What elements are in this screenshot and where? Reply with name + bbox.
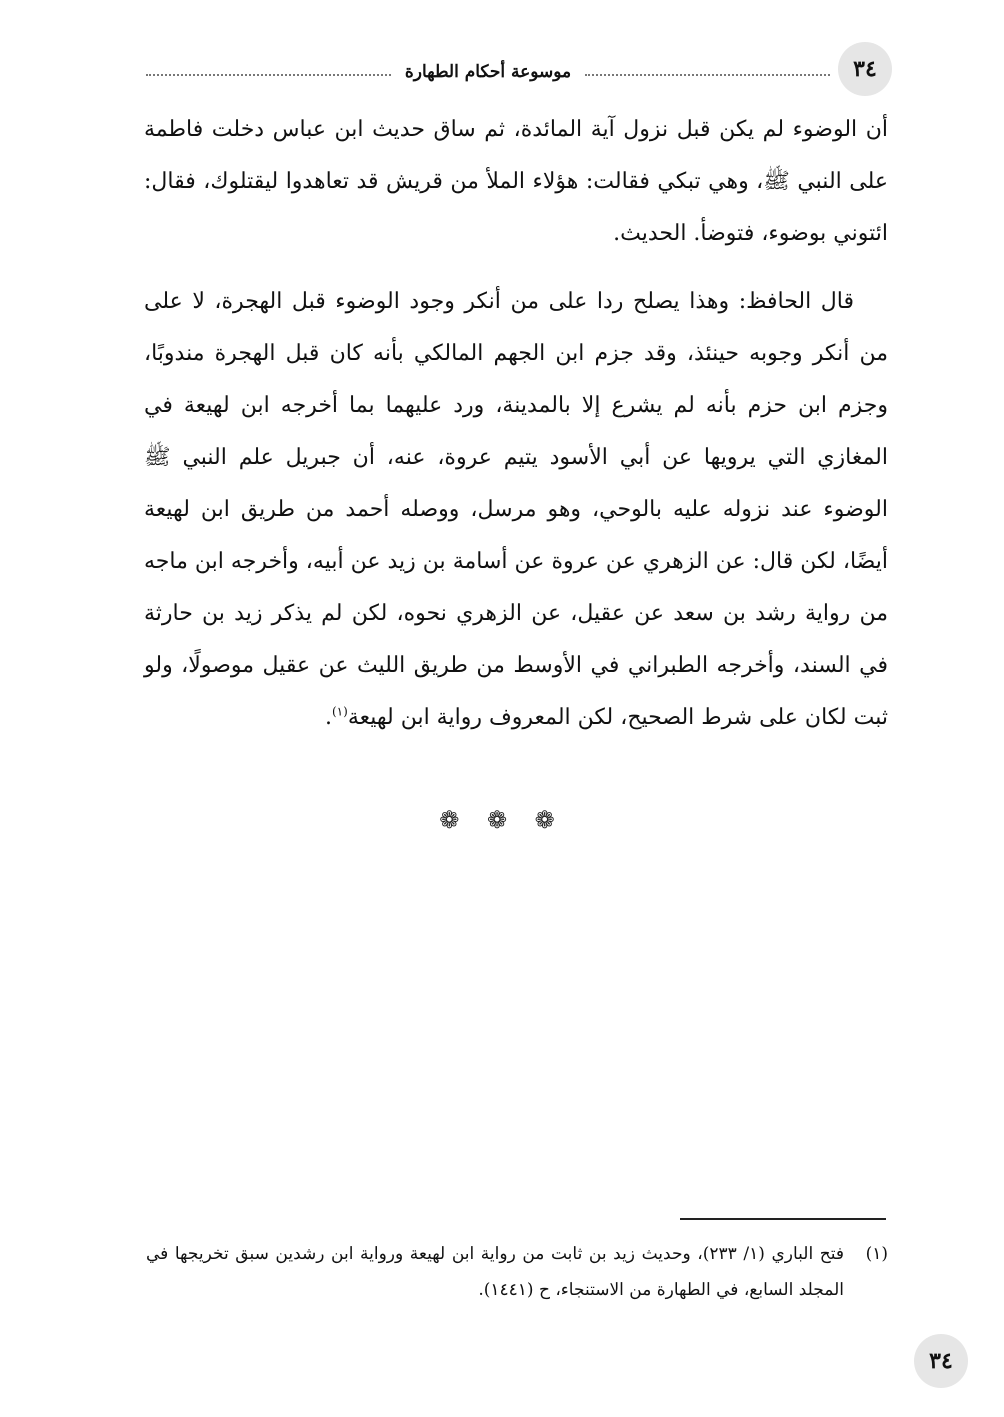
footnote-marker: (١)	[865, 1244, 888, 1264]
header-dots-left	[146, 74, 391, 76]
header-dots-right	[585, 74, 830, 76]
running-title: موسوعة أحكام الطهارة	[404, 62, 572, 82]
footnote-reference[interactable]: (١)	[331, 704, 348, 719]
header-page-number: ٣٤	[838, 42, 892, 96]
footer-page-number: ٣٤	[914, 1334, 968, 1388]
paragraph-2	[144, 276, 888, 744]
page-header	[146, 40, 892, 100]
section-separator: ❁ ❁ ❁	[439, 806, 565, 834]
footnote-text: فتح الباري (١/ ٢٣٣)، وحديث زيد بن ثابت من رواية ابن لهيعة ورواية ابن رشدين سبق تخريجها في المجلد السابع، في الطهارة من الاستنجاء، ح (١٤٤١).	[146, 1244, 844, 1300]
paragraph-2-text: قال الحافظ: وهذا يصلح ردا على من أنكر وجود الوضوء قبل الهجرة، لا على من أنكر وجوبه حينئذ، وقد جزم ابن الجهم المالكي بأنه كان قبل الهجرة مندوبًا، وجزم ابن حزم بأنه لم يشرع إلا بالمدينة، ورد عليهما بما أخرجه ابن لهيعة في المغازي التي يرويها عن أبي الأسود يتيم عروة، عنه، أن جبريل علم النبي ﷺ الوضوء عند نزوله عليه بالوحي، وهو مرسل، ووصله أحمد من طريق ابن لهيعة أيضًا، لكن قال: عن الزهري عن عروة عن أسامة بن زيد عن أبيه، وأخرجه ابن ماجه من رواية رشد بن سعد عن عقيل، عن الزهري نحوه، لكن لم يذكر زيد بن حارثة في السند، وأخرجه الطبراني في الأوسط من طريق الليث عن عقيل موصولًا، ولو ثبت لكان على شرط الصحيح، لكن المعروف رواية ابن لهيعة	[144, 289, 888, 730]
paragraph-1: أن الوضوء لم يكن قبل نزول آية المائدة، ثم ساق حديث ابن عباس دخلت فاطمة على النبي ﷺ، وهي تبكي فقالت: هؤلاء الملأ من قريش قد تعاهدوا ليقتلوك، فقال: ائتوني بوضوء، فتوضأ. الحديث.	[144, 117, 888, 246]
footnote-item	[146, 1236, 888, 1308]
running-header	[146, 60, 830, 84]
paragraph-2-end: .	[324, 705, 332, 730]
footnotes	[146, 1236, 888, 1308]
main-text	[144, 104, 888, 744]
footnote-divider	[680, 1218, 886, 1220]
